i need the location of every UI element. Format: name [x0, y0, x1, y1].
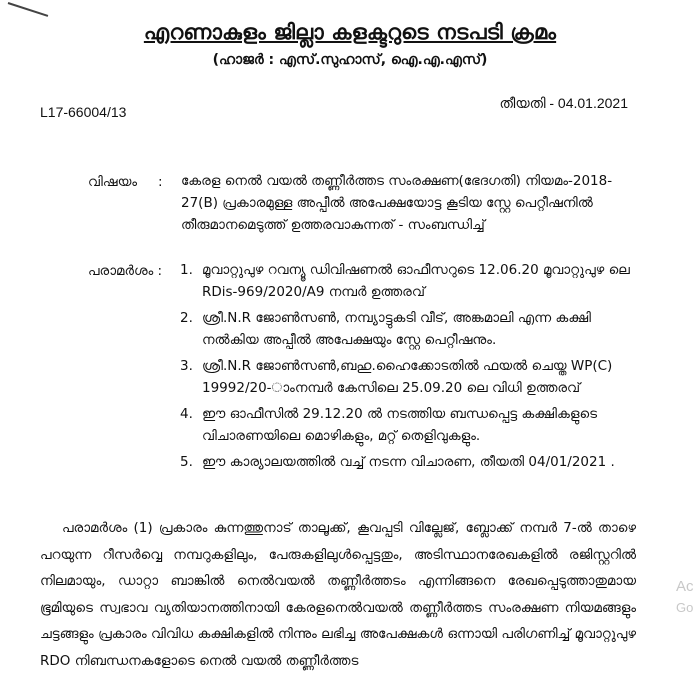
reference-number-3: 3. [180, 358, 193, 374]
page-subtitle: (ഹാജർ : എസ്.സുഹാസ്, ഐ.എ.എസ്) [212, 52, 488, 68]
watermark-line-1: Ac [676, 578, 694, 595]
reference-text-4: ഈ ഓഫീസിൽ 29.12.20 ൽ നടത്തിയ ബന്ധപ്പെട്ട കക്ഷികളുടെ വിചാരണയിലെ മൊഴികളും, മറ്റ് തെളിവുകളും. [202, 406, 598, 444]
reference-number-4: 4. [180, 406, 193, 422]
reference-text-5: ഈ കാര്യാലയത്തിൽ വച്ച് നടന്ന വിചാരണ, തീയതി 04/01/2021 . [202, 454, 615, 470]
references-list [174, 259, 644, 477]
watermark-line-2: Go [676, 600, 694, 615]
body-paragraph: പരാമർശം (1) പ്രകാരം കുന്നത്തുനാട് താലൂക്ക്, കൂവപ്പടി വില്ലേജ്, ബ്ലോക്ക് നമ്പർ 7-ൽ താഴെ പറയുന്ന റീസർവ്വെ നമ്പറുകളിലും, പേരുകളിലുൾപ്പെട്ടതും, അടിസ്ഥാനരേഖകളിൽ രജിസ്റ്ററിൽ നിലമായും, ഡാറ്റാ ബാങ്കിൽ നെൽവയൽ തണ്ണീർത്തടം എന്നിങ്ങനെ രേഖപ്പെടുത്താതുമായ ഭൂമിയുടെ സ്വഭാവ വ്യതിയാനത്തിനായി കേരളനെൽവയൽ തണ്ണീർത്തട സംരക്ഷണ നിയമങ്ങളും ചട്ടങ്ങളും പ്രകാരം വിവിധ കക്ഷികളിൽ നിന്നും ലഭിച്ച അപേക്ഷകൾ ഒന്നായി പരിഗണിച്ച് മൂവാറ്റുപുഴ RDO നിബന്ധനകളോടെ നെൽ വയൽ തണ്ണീർത്തട [40, 520, 636, 669]
activation-watermark [676, 576, 694, 618]
reference-item [174, 451, 644, 473]
reference-number-2: 2. [180, 310, 193, 326]
reference-text-3: ശ്രീ.N.R ജോൺസൺ,ബഹു.ഹൈക്കോടതിൽ ഫയൽ ചെയ്ത WP(C) 19992/20-ാംനമ്പർ കേസിലെ 25.09.20 ലെ വിധി ഉത്തരവ് [202, 358, 613, 396]
reference-item [174, 307, 644, 351]
subject-colon: : [158, 174, 163, 190]
page-title: എറണാകുളം ജില്ലാ കളക്ടറുടെ നടപടി ക്രമം [143, 20, 557, 44]
reference-text-1: മൂവാറ്റുപുഴ റവന്യൂ ഡിവിഷണൽ ഓഫീസറുടെ 12.06.20 മൂവാറ്റുപുഴ ലെ RDis-969/2020/A9 നമ്പർ ഉത്തരവ് [202, 262, 630, 300]
document-date: തീയതി - 04.01.2021 [499, 95, 628, 111]
scan-mark [8, 2, 49, 17]
reference-item [174, 355, 644, 399]
references-label: പരാമർശം : [88, 263, 163, 279]
reference-number: L17-66004/13 [40, 104, 127, 120]
reference-item [174, 403, 644, 447]
subject-label: വിഷയം [88, 174, 138, 190]
reference-number-1: 1. [180, 262, 193, 278]
reference-text-2: ശ്രീ.N.R ജോൺസൺ, നമ്പ്യാട്ടുകടി വീട്, അങ്കമാലി എന്ന കക്ഷി നൽകിയ അപ്പീൽ അപേക്ഷയും സ്റ്റേ പെറ്റീഷനും. [202, 310, 591, 348]
reference-item [174, 259, 644, 303]
subject-text: കേരള നെൽ വയൽ തണ്ണീർത്തട സംരക്ഷണ(ഭേദഗതി) നിയമം-2018-27(B) പ്രകാരമുള്ള അപ്പീൽ അപേക്ഷയോട്ട കൂടിയ സ്റ്റേ പെറ്റീഷനിൽ തീരുമാനമെടുത്ത് ഉത്തരവാകുന്നത് - സംബന്ധിച്ച് [181, 173, 613, 233]
reference-number-5: 5. [180, 454, 193, 470]
